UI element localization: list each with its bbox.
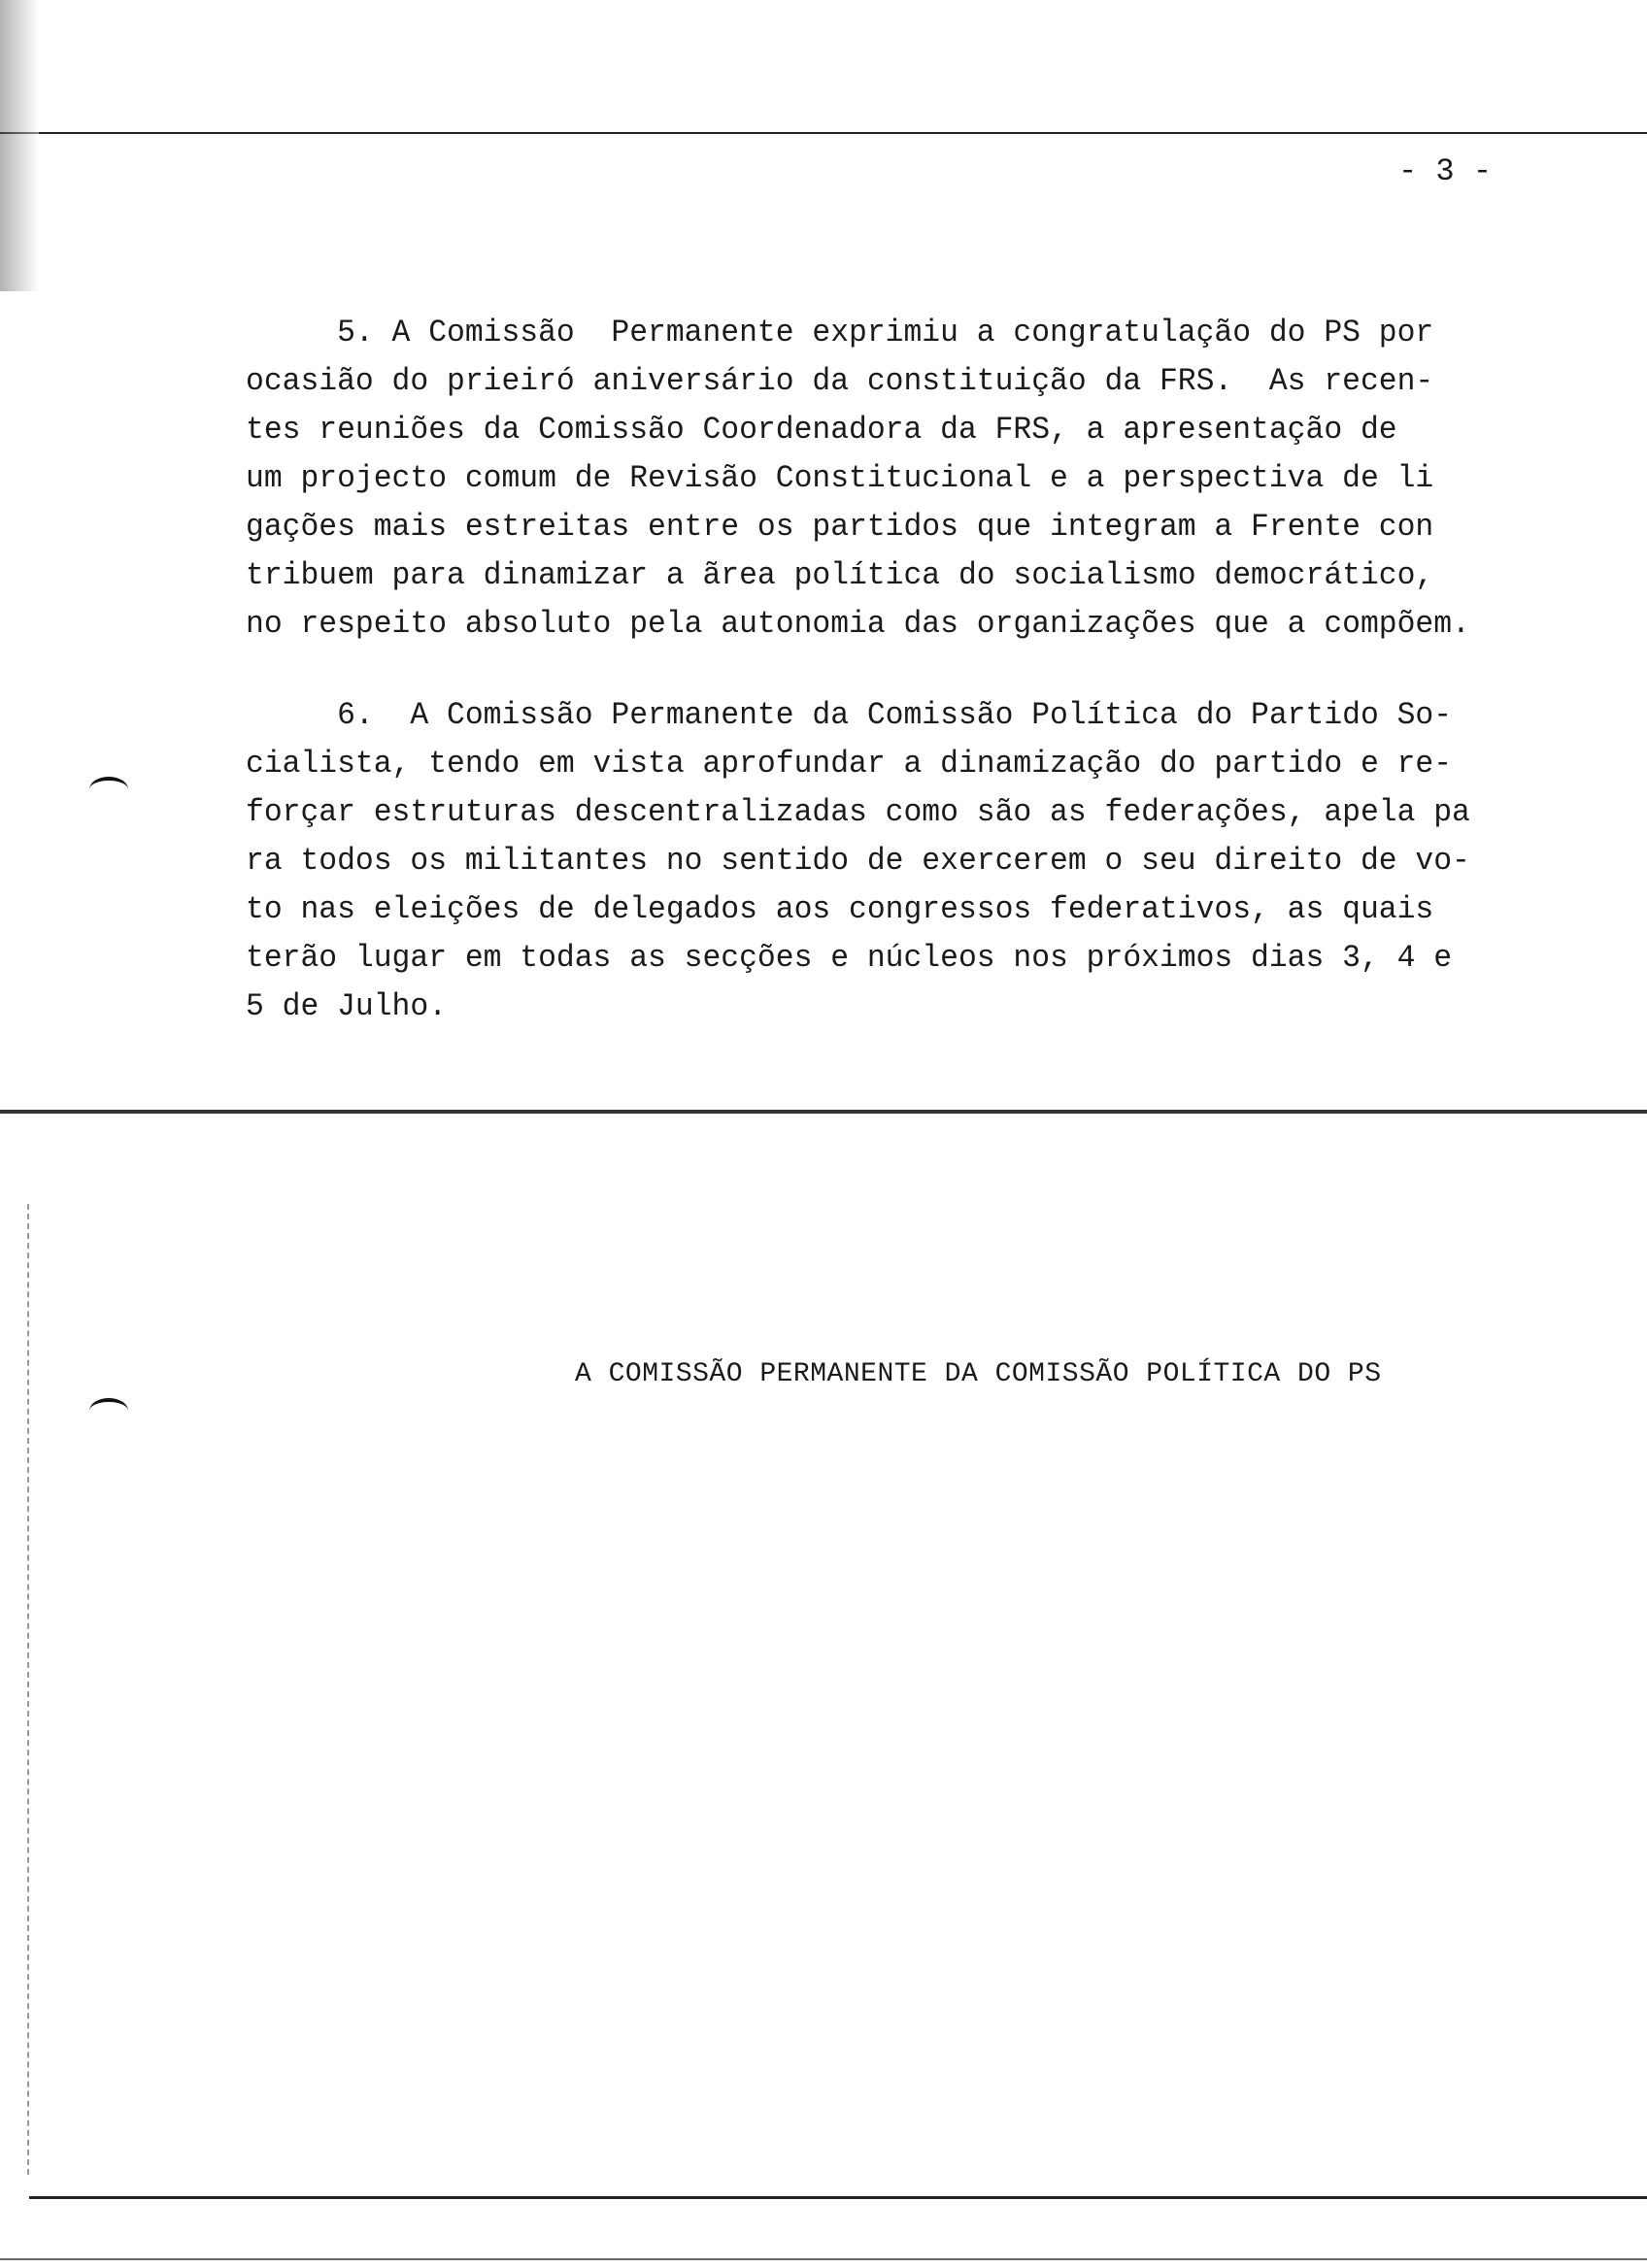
top-rule — [0, 132, 1647, 134]
paragraph-line: forçar estruturas descentralizadas como são as federações, apela pa — [246, 794, 1470, 830]
paragraph-line: ra todos os militantes no sentido de exercerem o seu direito de vo- — [246, 843, 1470, 879]
paragraph-line: no respeito absoluto pela autonomia das organizações que a compõem. — [246, 606, 1470, 642]
bottom-rule — [29, 2196, 1647, 2199]
paragraph-6 — [246, 691, 1470, 1031]
paragraph-line: um projecto comum de Revisão Constitucional e a perspectiva de li — [246, 460, 1434, 496]
paragraph-line: to nas eleições de delegados aos congressos federativos, as quais — [246, 891, 1434, 927]
paragraph-line: gações mais estreitas entre os partidos que integram a Frente con — [246, 509, 1434, 545]
left-margin-dashes — [27, 1204, 29, 2175]
signature-line: A COMISSÃO PERMANENTE DA COMISSÃO POLÍTICA DO PS — [575, 1359, 1382, 1389]
paragraph-line: ocasião do prieiró aniversário da constituição da FRS. As recen- — [246, 363, 1434, 399]
punch-hole-mark — [89, 777, 128, 802]
paragraph-5 — [246, 309, 1470, 649]
paragraph-line: 6. A Comissão Permanente da Comissão Política do Partido So- — [246, 697, 1453, 733]
paragraph-line: cialista, tendo em vista aprofundar a dinamização do partido e re- — [246, 746, 1453, 782]
paragraph-line: tribuem para dinamizar a ãrea política do socialismo democrático, — [246, 557, 1434, 593]
paragraph-line: tes reuniões da Comissão Coordenadora da FRS, a apresentação de — [246, 412, 1397, 448]
paragraph-line: 5. A Comissão Permanente exprimiu a congratulação do PS por — [246, 315, 1434, 350]
punch-hole-mark — [89, 1398, 128, 1423]
paragraph-line: terão lugar em todas as secções e núcleos nos próximos dias 3, 4 e — [246, 940, 1453, 976]
scan-smudge — [0, 0, 39, 291]
page-number: - 3 - — [1398, 153, 1493, 189]
section-divider — [0, 1110, 1647, 1114]
paragraph-line: 5 de Julho. — [246, 988, 448, 1024]
page-edge-rule — [0, 2258, 1647, 2260]
